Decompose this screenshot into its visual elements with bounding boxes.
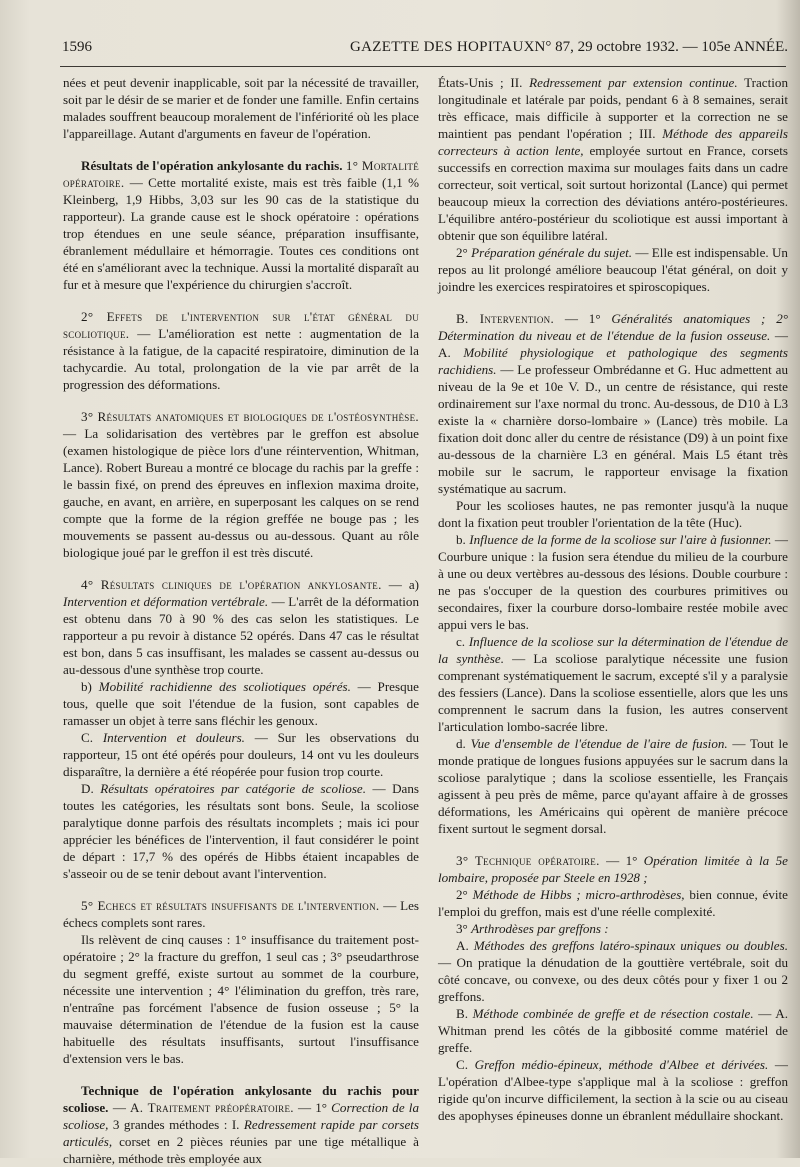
subsection-heading: 4° Résultats cliniques de l'opération ankylosante. [81, 577, 382, 592]
subsection-heading: 2° Effets de l'intervention sur l'état général du scoliotique. [63, 309, 419, 341]
subsection-heading: — A. Traitement préopératoire. [108, 1100, 294, 1115]
paragraph: B. Intervention. — 1° Généralités anatomiques ; 2° Détermination du niveau et de l'étendue de la fusion osseuse. — A. Mobilité physiologique et pathologique des segments rachidiens. — Le professeur Ombrédanne et G. Huc admettent au niveau de la 9e et 10e V. D., un centre de résistance, qui reste ordinairement sur l'axe normal du tronc. Au-dessous, de D10 à L3 existe la « charnière dorso-lombaire » (Lance) très mobile. La fixation doit donc aller du centre de résistance (D9) à un point fixe au-dessous de la charnière L3 en général. Mais L5 étant très mobile sur le sacrum, le rapporteur envisage la fixation systématique au sacrum. [438, 311, 788, 496]
subsection-heading: B. Intervention. [456, 311, 555, 326]
paragraph: 2° Méthode de Hibbs ; micro-arthrodèses, bien connue, évite l'emploi du greffon, mais est d'une réelle complexité. [438, 887, 788, 919]
paragraph: c. Influence de la scoliose sur la détermination de l'étendue de la synthèse. — La scoliose paralytique nécessite une fusion comprenant systématiquement le sacrum, excepté s'il y a paralysie des fessiers (Lance). Dans la scoliose essentielle, alors que les uns comprennent le sacrum dans la fusion, les autres conservent l'articulation lombo-sacrée libre. [438, 634, 788, 734]
paragraph: C. Intervention et douleurs. — Sur les observations du rapporteur, 15 ont été opérés pour douleurs, 14 ont vu les douleurs disparaître, la dernière a été réopérée pour fusion trop courte. [63, 730, 419, 779]
subsection-heading: 5° Echecs et résultats insuffisants de l'intervention. [81, 898, 380, 913]
paragraph: États-Unis ; II. Redressement par extension continue. Traction longitudinale et latérale par poids, pendant 6 à 8 semaines, serait très efficace, mais difficile à supporter et la correction ne se maintient pas pendant l'opération ; III. Méthode des appareils correcteurs à action lente, employée surtout en France, corsets successifs en correction maxima sur moulages faits dans un cadre correcteur, soit vertical, soit surtout horizontal (Lance) qui permet beaucoup mieux la correction des déviations antéro-postérieures. L'équilibre antéro-postérieur du scoliotique est aussi important à obtenir que son équilibre latéral. [438, 75, 788, 243]
paragraph: C. Greffon médio-épineux, méthode d'Albee et dérivées. — L'opération d'Albee-type s'applique mal à la scoliose : greffon rigide qu'on incurve difficilement, la section à la scie ou au ciseau des apophyses épineuses donne un ébranlent médullaire shockant. [438, 1057, 788, 1123]
paragraph: 3° Arthrodèses par greffons : [456, 921, 609, 936]
subsection-heading: 3° Technique opératoire. [456, 853, 600, 868]
paragraph: D. Résultats opératoires par catégorie de scoliose. — Dans toutes les catégories, les résultats sont bons. Seule, la scoliose paralytique donne parfois des résultats incomplets ; mais ici pour apprécier les bénéfices de l'intervention, il faut considérer le point de départ : 17,7 % des opérés de Hibbs étaient incapables de s'asseoir ou de se tenir debout avant l'intervention. [63, 781, 419, 881]
paragraph: 2° Préparation générale du sujet. — Elle est indispensable. Un repos au lit prolongé améliore beaucoup l'état général, on doit y joindre les exercices respiratoires et spiroscopiques. [438, 245, 788, 294]
paragraph: 2° Effets de l'intervention sur l'état général du scoliotique. — L'amélioration est nette : augmentation de la résistance à la fatigue, de la capacité respiratoire, diminution de la tachycardie. Au total, prolongation de la vie par arrêt de la progression des déformations. [63, 309, 419, 392]
paragraph: 3° Résultats anatomiques et biologiques de l'ostéosynthèse. — La solidarisation des vertèbres par le greffon est absolue (examen histologique de pièce lors d'une réintervention, Whitman, Lance). Robert Bureau a montré ce blocage du rachis par la greffe : le bassin fixé, on prend des épreuves en inflexion maxima droite, gauche, en avant, en arrière, en superposant les calques on se rend compte que la forme de la région greffée ne bouge pas ; les mouvements se passent au-dessus ou au-dessous. Quant au rôle biologique joué par le greffon il est très discuté. [63, 409, 419, 560]
page-number: 1596 [62, 39, 92, 55]
header-rule [60, 66, 786, 67]
paragraph: d. Vue d'ensemble de l'étendue de l'aire de fusion. — Tout le monde pratique de longues fusions appuyées sur le sacrum dans la scoliose paralytique ; dans la scoliose essentielle, les Français agissent à peu près de même, parce qu'ayant affaire à de grosses déformations, les Américains qui opèrent de manière précoce fixent surtout le segment dorsal. [438, 736, 789, 836]
paragraph: 3° Technique opératoire. — 1° Opération limitée à la 5e lombaire, proposée par Steele en 1928 ; [438, 853, 788, 885]
paragraph: Pour les scolioses hautes, ne pas remonter jusqu'à la nuque dont la fixation peut troubler l'orientation de la tête (Huc). [438, 498, 788, 530]
paragraph: A. Méthodes des greffons latéro-spinaux uniques ou doubles. — On pratique la dénudation de la gouttière vertébrale, soit du côté concave, ou convexe, ou des deux côtés pour y fixer 1 ou 2 greffons. [438, 938, 788, 1004]
right-column [438, 74, 788, 1124]
paragraph: b. Influence de la forme de la scoliose sur l'aire à fusionner. — Courbure unique : la fusion sera étendue du milieu de la courbure à une ou deux vertèbres au-dessous des lésions. Double courbure : ne pas s'occuper de la question des courbures primitives ou secondaires, fixer la courbure dorso-lombaire restée mobile avec appui vers le bas. [438, 532, 788, 632]
issue-info: N° 87, 29 octobre 1932. — 105e ANNÉE. [534, 39, 788, 55]
paragraph: B. Méthode combinée de greffe et de résection costale. — A. Whitman prend les côtés de la gibbosité comme matériel de greffe. [438, 1006, 788, 1055]
paragraph: nées et peut devenir inapplicable, soit par la nécessité de travailler, soit par le désir de se marier et de fonder une famille. Enfin certains malades souffrent beaucoup moralement de l'infériorité où les place l'appareillage. Autant d'arguments en faveur de l'opération. [63, 75, 419, 141]
paragraph: 5° Echecs et résultats insuffisants de l'intervention. — Les échecs complets sont rares. [63, 898, 420, 930]
journal-title: GAZETTE DES HOPITAUX [350, 39, 535, 55]
paragraph: Technique de l'opération ankylosante du rachis pour scoliose. — A. Traitement préopératoire. — 1° Correction de la scoliose, 3 grandes méthodes : I. Redressement rapide par corsets articulés, corset en 2 pièces réunies par une tige métallique à charnière, méthode très employée aux [63, 1083, 419, 1166]
page-header [62, 36, 788, 58]
left-column [63, 74, 419, 1167]
section-title: Technique de l'opération ankylosante du rachis pour scoliose. [63, 1083, 419, 1115]
subsection-heading: 3° Résultats anatomiques et biologiques de l'ostéosynthèse. [81, 409, 419, 424]
section-title: Résultats de l'opération ankylosante du rachis. [81, 158, 343, 173]
subsection-heading: 1° Mortalité opératoire. [63, 158, 420, 190]
paragraph: Résultats de l'opération ankylosante du rachis. 1° Mortalité opératoire. — Cette mortalité existe, mais est très faible (1,1 % Kleinberg, 1,9 Hibbs, 3,03 sur les 90 cas de la statistique du rapporteur). La grande cause est le shock opératoire : opérations trop étendues en une seule séance, préparation insuffisante, ébranlement médullaire et hémorragie. Toutes ces conditions ont été en s'améliorant avec la technique. Aussi la mortalité disparaît au fur et à mesure que l'expérience du chirurgien s'accroît. [63, 158, 420, 292]
paragraph: Ils relèvent de cinq causes : 1° insuffisance du traitement post-opératoire ; 2° la fracture du greffon, 1 seul cas ; 3° pseudarthrose du segment greffé, existe surtout au sommet de la courbure, nécessite une intervention ; 4° l'élimination du greffon, très rare, n'entraîne pas forcément l'absence de fusion osseuse ; 5° la mauvaise détermination de l'étendue de la fusion est la cause habituelle des résultats insuffisants, surtout l'insuffisance d'extension vers le bas. [63, 932, 419, 1066]
paragraph: b) Mobilité rachidienne des scoliotiques opérés. — Presque tous, quelle que soit l'étendue de la fusion, sont capables de ramasser un objet à terre sans fléchir les genoux. [63, 679, 419, 728]
paragraph: 4° Résultats cliniques de l'opération ankylosante. — a) Intervention et déformation vertébrale. — L'arrêt de la déformation est obtenu dans 70 à 90 % des cas selon les statistiques. Le rapporteur a pu revoir à distance 52 opérés. Dans 47 cas le résultat est bon, dans 5 cas insuffisant, les malades se cassent au-dessus ou au-dessous d'une synthèse trop courte. [63, 577, 419, 677]
